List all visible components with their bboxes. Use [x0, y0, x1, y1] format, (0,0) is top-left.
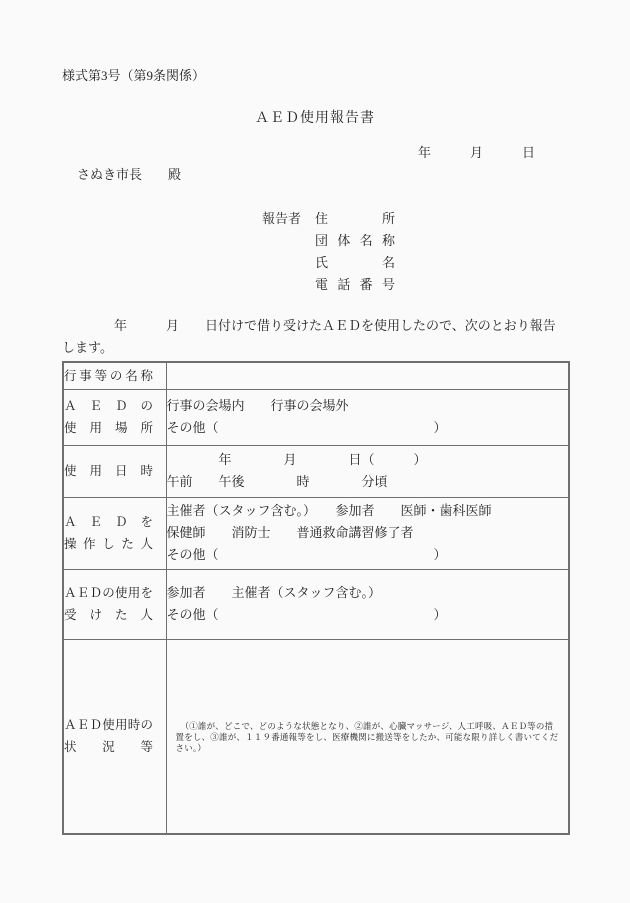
other-close-text: ） — [433, 420, 447, 435]
operator-options-line1: 主催者（スタッフ含む。） 参加者 医師・歯科医師 — [166, 503, 492, 518]
other-open-text: その他（ — [166, 547, 219, 562]
situation-instructions-note: （①誰が、どこで、どのような状態となり、②誰が、心臓マッサージ、人工呼吸、ＡＥＤ等の措置をし、③誰が、１１９番通報等をし、医療機関に搬送等をしたか、可能な限り詳しく書いてください。） — [175, 721, 559, 754]
other-close-text: ） — [433, 607, 447, 622]
recipient-label-line2: 受けた人 — [64, 608, 153, 622]
document-title: ＡＥＤ使用報告書 — [255, 111, 375, 126]
operator-other-line — [167, 544, 569, 566]
table-row-use-place — [63, 389, 569, 445]
other-close-text: ） — [433, 547, 447, 562]
use-place-value-cell — [166, 389, 569, 445]
reporter-block — [62, 208, 568, 296]
reporter-field-name: 氏名 — [315, 255, 395, 270]
recipient-options-line: 参加者 主催者（スタッフ含む。） — [166, 585, 382, 600]
body-paragraph — [62, 315, 568, 359]
report-date-line: 年 月 日 — [418, 145, 536, 160]
event-name-label-cell — [63, 362, 166, 389]
use-datetime-value-cell — [166, 445, 569, 497]
other-open-text: その他（ — [166, 420, 219, 435]
use-datetime-label: 使用日時 — [64, 464, 153, 478]
event-name-label: 行事等の名称 — [64, 368, 153, 383]
operator-label-line2: 操作した人 — [64, 537, 153, 551]
use-place-options: 行事の会場内 行事の会場外 — [166, 398, 349, 413]
use-datetime-label-cell — [63, 445, 166, 497]
table-row-use-datetime — [63, 445, 569, 497]
reporter-field-phone: 電話番号 — [315, 277, 395, 292]
form-number: 様式第3号（第9条関係） — [62, 68, 206, 83]
report-table — [62, 361, 570, 835]
table-row-event-name — [63, 362, 569, 389]
reporter-line-phone — [62, 274, 568, 296]
other-open-text: その他（ — [166, 607, 219, 622]
use-place-other-line — [167, 417, 569, 439]
recipient-label-line1: ＡＥＤの使用を — [64, 586, 153, 600]
table-row-situation — [63, 639, 569, 834]
recipient-value-cell — [166, 569, 569, 639]
reporter-line-address — [62, 208, 568, 230]
operator-label-line1: ＡＥＤを — [64, 515, 153, 529]
situation-value-cell — [166, 639, 569, 834]
table-row-recipient — [63, 569, 569, 639]
body-paragraph-line1: 年 月 日付けで借り受けたＡＥＤを使用したので、次のとおり報告 — [62, 318, 556, 333]
use-place-label-line1: ＡＥＤの — [64, 399, 153, 413]
table-row-operator — [63, 497, 569, 569]
use-time-line: 午前 午後 時 分頃 — [166, 474, 388, 489]
addressee: さぬき市長 殿 — [77, 167, 182, 182]
reporter-field-organization: 団体名称 — [315, 233, 395, 248]
use-place-label-line2: 使用場所 — [64, 421, 153, 435]
event-name-value-cell — [166, 362, 569, 389]
recipient-other-line — [167, 604, 569, 626]
operator-label-cell — [63, 497, 166, 569]
body-paragraph-line2: します。 — [62, 340, 113, 355]
situation-label-line2: 状況等 — [64, 740, 153, 755]
use-place-label-cell — [63, 389, 166, 445]
operator-value-cell — [166, 497, 569, 569]
use-date-line: 年 月 日（ ） — [166, 452, 427, 467]
reporter-label: 報告者 — [262, 211, 302, 226]
reporter-line-organization — [62, 230, 568, 252]
situation-label-cell — [63, 639, 166, 834]
recipient-label-cell — [63, 569, 166, 639]
reporter-line-name — [62, 252, 568, 274]
reporter-field-address: 住所 — [315, 211, 396, 226]
operator-options-line2: 保健師 消防士 普通救命講習修了者 — [166, 525, 414, 540]
situation-label-line1: ＡＥＤ使用時の — [64, 718, 153, 733]
